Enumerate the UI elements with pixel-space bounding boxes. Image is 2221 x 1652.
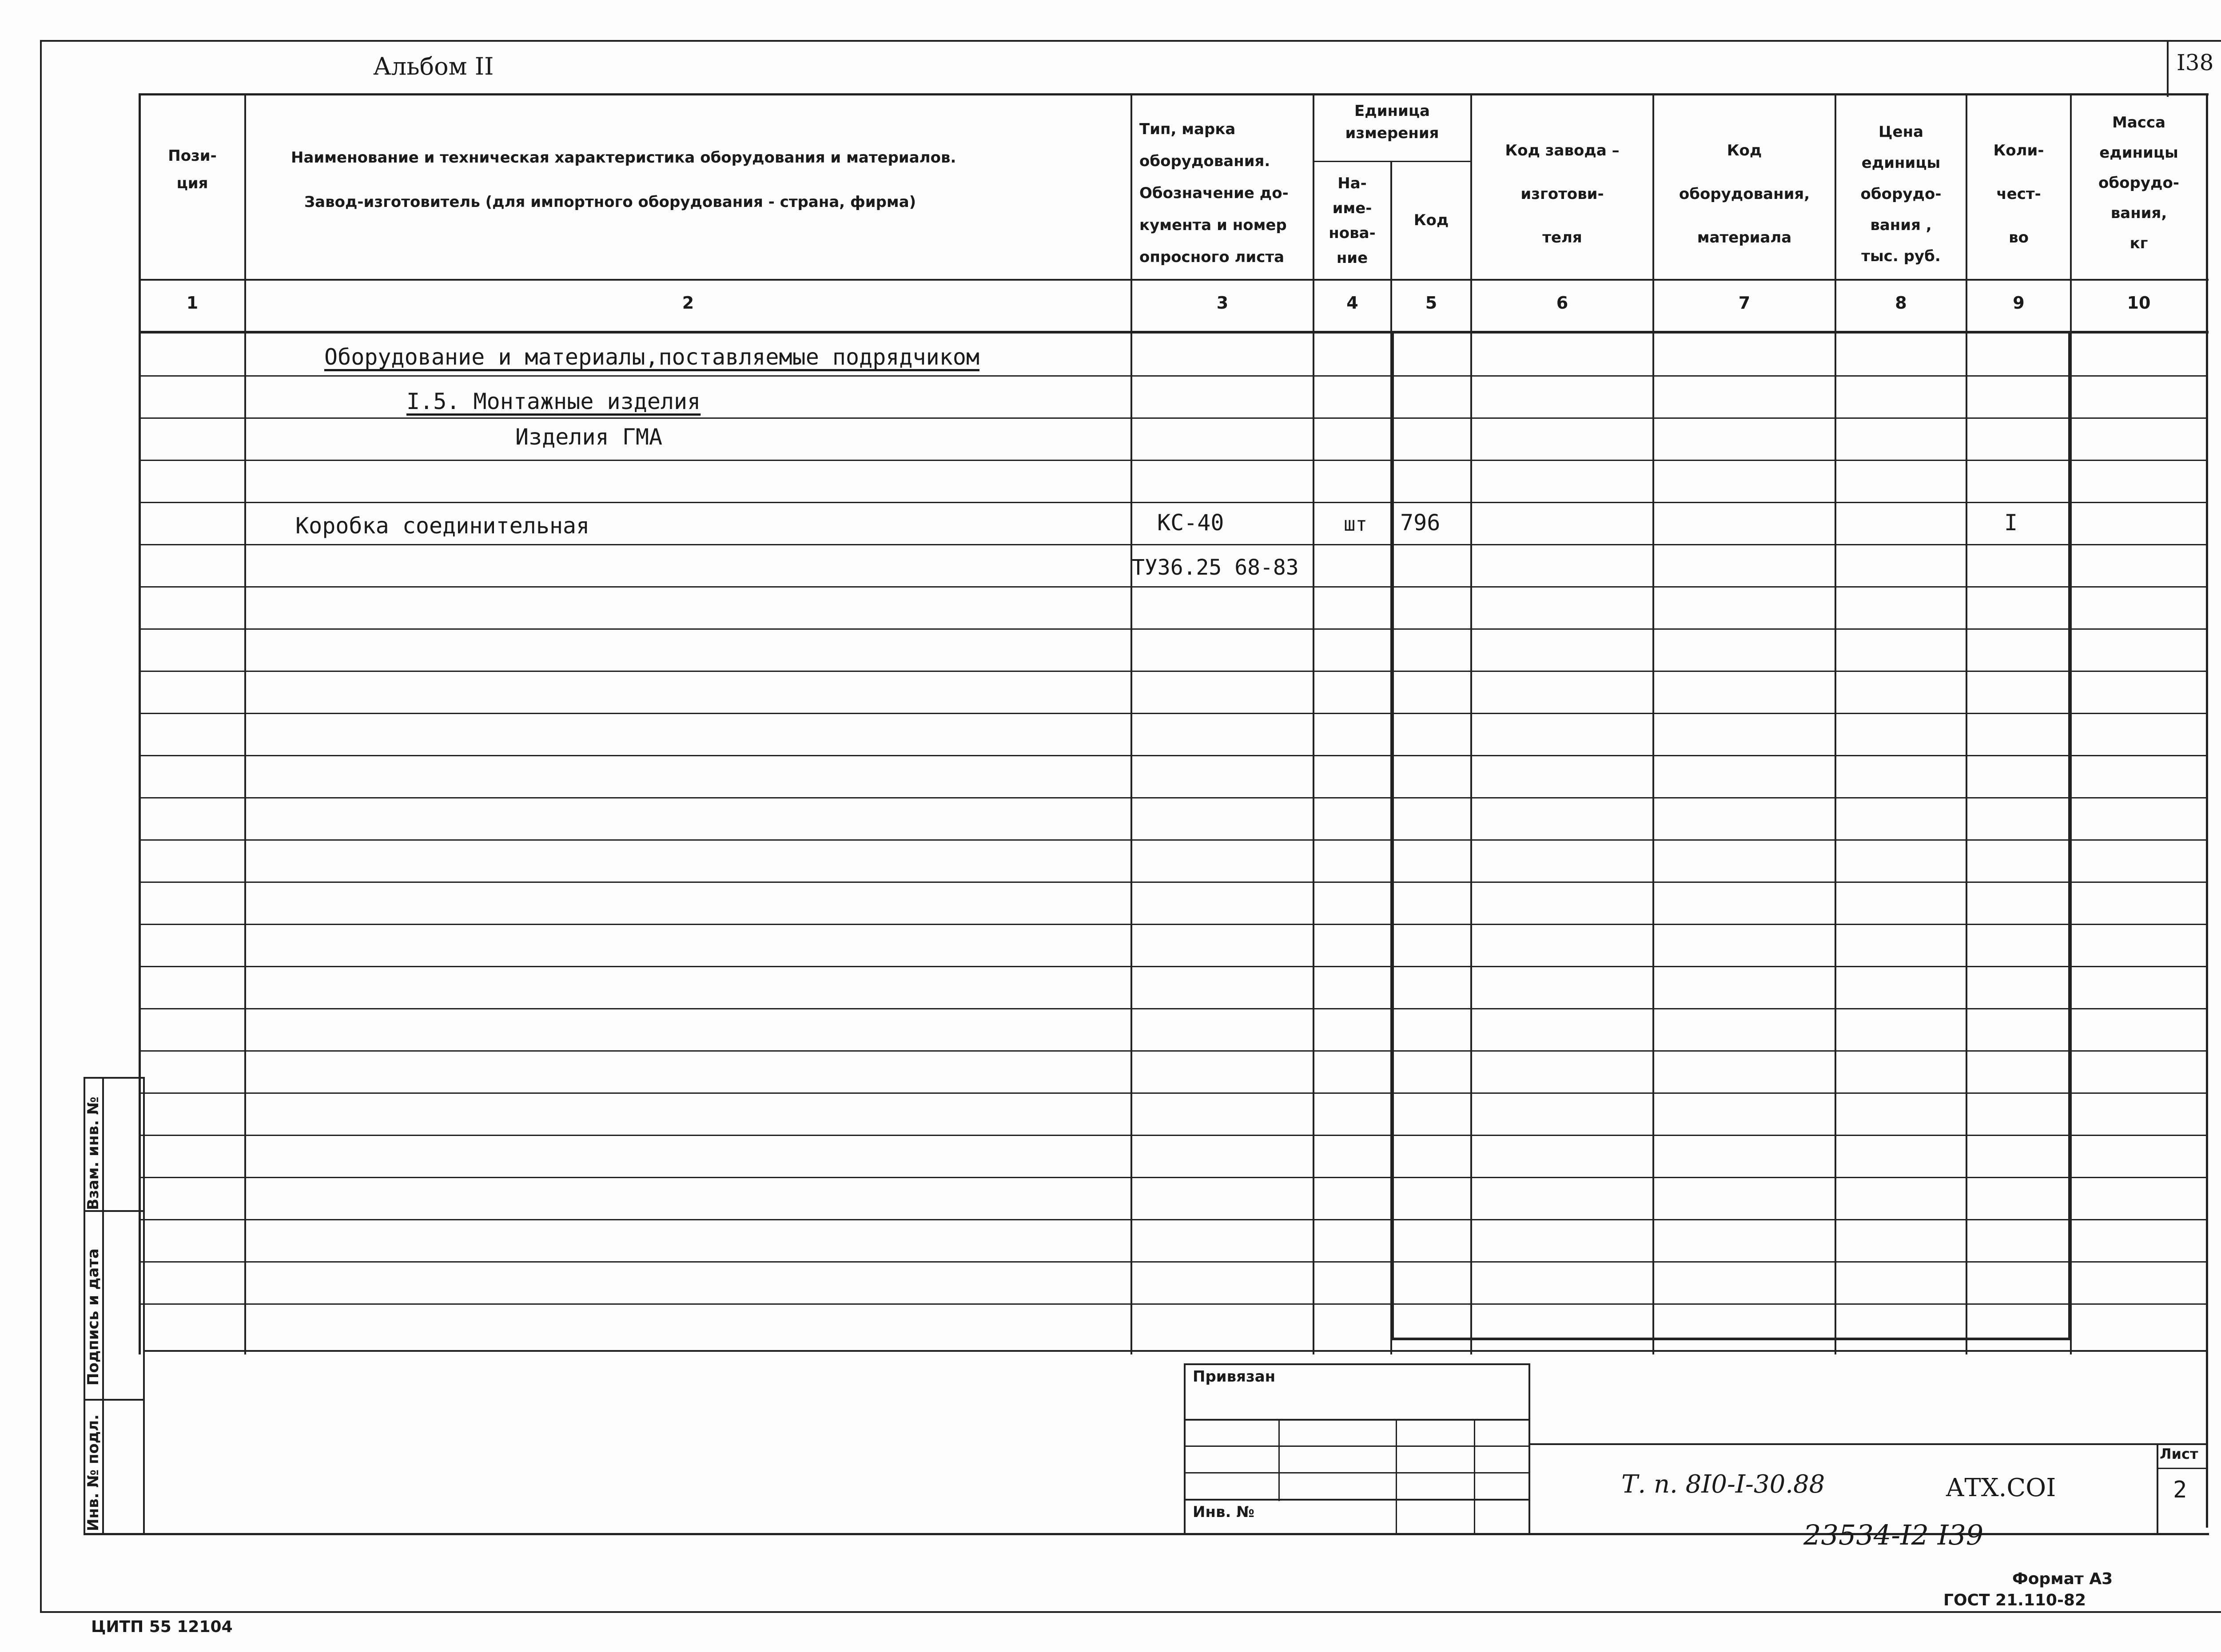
stamp-sheet-label: Лист <box>2160 1446 2198 1462</box>
header-col9: Коли- чест- во <box>1993 142 2044 246</box>
row-item-spec: ТУ36.25 68-83 <box>1132 555 1299 580</box>
row-line <box>139 671 2207 672</box>
header-col2: Наименование и техническая характеристика оборудования и материалов. Завод-изготовитель (для импортного оборудования - страна, фирма) <box>291 149 956 211</box>
row-line <box>139 1135 2207 1136</box>
stamp-doc-code: АТХ.COI <box>1946 1473 2056 1502</box>
row-line <box>139 713 2207 714</box>
row-line <box>139 966 2207 967</box>
handwritten-number: 23534-I2 I39 <box>1803 1519 1984 1551</box>
row-line <box>139 460 2207 461</box>
row-item-unit: шт <box>1344 513 1367 536</box>
row-line <box>139 1303 2207 1305</box>
stamp-sheet-value: 2 <box>2173 1477 2187 1503</box>
table-left <box>139 93 141 1354</box>
colnum-5: 5 <box>1425 293 1437 313</box>
row-item-name: Коробка соединительная <box>295 513 590 539</box>
row-item-code: 796 <box>1400 510 1441 536</box>
colnum-4: 4 <box>1346 293 1358 313</box>
colnum-7: 7 <box>1738 293 1751 313</box>
side-label-inv: Инв. № подл. <box>84 1414 102 1531</box>
side-label-vzam: Взам. инв. № <box>84 1096 102 1210</box>
citp-label: ЦИТП 55 12104 <box>91 1618 233 1636</box>
header-col7: Код оборудования, материала <box>1679 142 1810 246</box>
row-group-title: Изделия ГМА <box>515 424 663 450</box>
header-col8: Цена единицы оборудо- вания , тыс. руб. <box>1860 123 1942 265</box>
col-line-9 <box>1966 93 1967 1354</box>
gost-label: ГОСТ 21.110-82 <box>1943 1591 2086 1609</box>
row-item-type: КС-40 <box>1157 510 1224 536</box>
stamp-handwritten-code: Т. п. 8I0-I-30.88 <box>1621 1470 1825 1499</box>
row-subsection-title: I.5. Монтажные изделия <box>406 389 701 414</box>
header-col3: Тип, марка оборудования. Обозначение до- кумента и номер опросного листа <box>1139 120 1289 266</box>
row-line <box>139 797 2207 798</box>
row-line <box>139 502 2207 503</box>
row-line <box>139 544 2207 545</box>
sheet-number: I38 <box>2177 50 2214 75</box>
row-line <box>139 1008 2207 1009</box>
col-line-7 <box>1652 93 1654 1354</box>
table-right <box>2206 93 2208 1528</box>
row-line <box>139 1177 2207 1178</box>
header-unit-group: Единица измерения <box>1345 102 1439 142</box>
format-label: Формат А3 <box>2012 1570 2113 1588</box>
side-label-podpis: Подпись и дата <box>84 1248 102 1386</box>
header-col10: Масса единицы оборудо- вания, кг <box>2098 114 2179 252</box>
stamp-inv-label: Инв. № <box>1193 1503 1255 1521</box>
stamp-bound-label: Привязан <box>1193 1368 1276 1386</box>
colnum-10: 10 <box>2127 293 2151 313</box>
table-top <box>139 93 2209 95</box>
colnum-8: 8 <box>1895 293 1907 313</box>
header-col1: Пози- ция <box>168 147 217 192</box>
colnum-6: 6 <box>1556 293 1568 313</box>
row-line <box>139 755 2207 756</box>
header-col4: На- име- нова- ние <box>1329 175 1376 267</box>
row-line <box>139 1219 2207 1220</box>
col-line-6 <box>1470 93 1472 1354</box>
col-line-3 <box>1130 93 1132 1354</box>
outer-frame-top <box>40 40 2221 42</box>
row-line <box>139 1261 2207 1263</box>
outer-frame-left <box>40 40 42 1612</box>
row-line <box>139 417 2207 419</box>
header-col6: Код завода – изготови- теля <box>1505 142 1620 246</box>
row-item-qty: I <box>2004 510 2018 536</box>
row-line <box>139 882 2207 883</box>
colnum-1: 1 <box>186 293 199 313</box>
colnum-9: 9 <box>2013 293 2025 313</box>
outer-frame-bottom <box>40 1611 2221 1613</box>
row-line <box>139 628 2207 630</box>
header-col5: Код <box>1413 211 1449 229</box>
col-line-4 <box>1313 93 1314 1354</box>
album-title: Альбом II <box>373 52 494 80</box>
row-line <box>139 839 2207 841</box>
col-line-2 <box>244 93 246 1354</box>
colnum-2: 2 <box>682 293 694 313</box>
row-line <box>139 1050 2207 1052</box>
row-line <box>139 375 2207 377</box>
row-line <box>139 924 2207 925</box>
row-line <box>139 1092 2207 1094</box>
row-line <box>139 586 2207 588</box>
col-line-8 <box>1835 93 1836 1354</box>
row-section-title: Оборудование и материалы,поставляемые подрядчиком <box>324 344 980 370</box>
colnum-3: 3 <box>1216 293 1229 313</box>
